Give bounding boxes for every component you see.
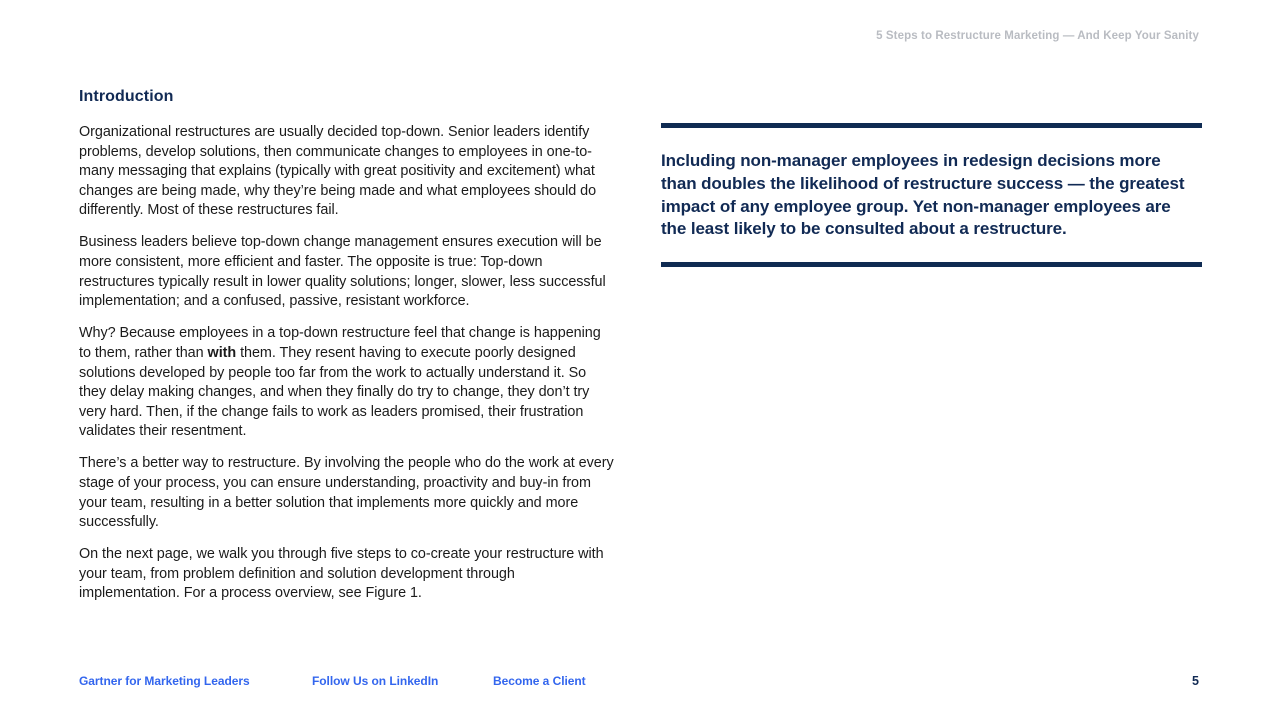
paragraph-3-text-before-emphasis: Why? Because employees in a top-down restructure feel that change is happening to them, rather than — [79, 325, 601, 361]
left-text-column — [79, 88, 616, 604]
right-callout-column — [660, 88, 1202, 604]
footer-link-follow-us-on-linkedin[interactable]: Follow Us on LinkedIn — [312, 674, 439, 688]
paragraph-3-emphasis: with — [207, 344, 237, 361]
page-content — [79, 88, 1199, 604]
page-title: Introduction — [79, 88, 174, 105]
running-header-title: 5 Steps to Restructure Marketing — And Keep Your Sanity — [876, 30, 1199, 42]
paragraph-2: Business leaders believe top-down change management ensures execution will be more consistent, more efficient and faster. The opposite is true: Top-down restructures typically result in lower quality solutions; longer, slower, less successful implementation; and a confused, passive, resistant workforce. — [79, 234, 606, 310]
pull-quote-callout — [661, 123, 1202, 267]
paragraph-5: On the next page, we walk you through five steps to co-create your restructure with your team, from problem definition and solution development through implementation. For a process overview, see Figure 1. — [79, 546, 604, 602]
paragraph-1: Organizational restructures are usually decided top-down. Senior leaders identify problems, develop solutions, then communicate changes to employees in one-to-many messaging that explains (typically with great positivity and excitement) what changes are being made, why they’re being made and what employees should do differently. Most of these restructures fail. — [79, 124, 597, 219]
paragraph-3-text-after-emphasis: them. They resent having to execute poorly designed solutions developed by people too far from the work to actually understand it. So they delay making changes, and when they finally do try to change, they don’t try very hard. Then, if the change fails to work as leaders promised, their frustration validates their resentment. — [79, 344, 590, 440]
footer-link-become-a-client[interactable]: Become a Client — [493, 674, 586, 688]
paragraph-3 — [79, 324, 616, 442]
page-footer — [79, 674, 1199, 692]
paragraph-4: There’s a better way to restructure. By involving the people who do the work at every stage of your process, you can ensure understanding, proactivity and buy-in from your team, resulting in a better solution that implements more quickly and more successfully. — [79, 455, 614, 531]
page-number: 5 — [1192, 674, 1199, 688]
callout-bottom-rule — [661, 262, 1202, 267]
footer-link-gartner-for-marketing-leaders[interactable]: Gartner for Marketing Leaders — [79, 674, 250, 688]
callout-top-rule — [661, 123, 1202, 128]
callout-text: Including non-manager employees in redesign decisions more than doubles the likelihood of restructure success — the greatest impact of any employee group. Yet non-manager employees are the least likely to be consulted about a restructure. — [661, 151, 1185, 239]
